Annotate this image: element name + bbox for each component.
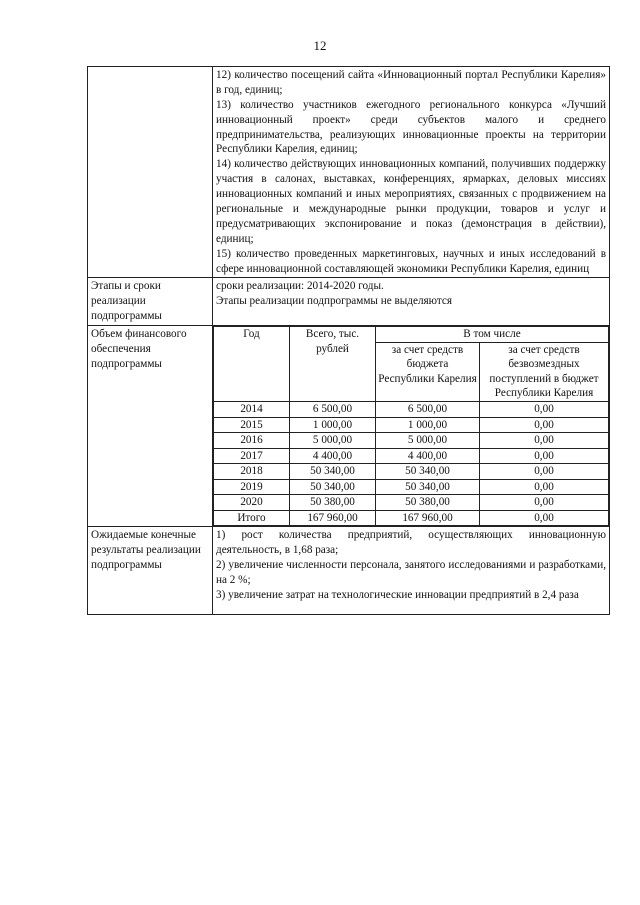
finance-table xyxy=(213,326,609,526)
stages-period: сроки реализации: 2014-2020 годы. xyxy=(216,280,384,293)
indicator-item: 15) количество проведенных маркетинговых, научных и иных исследований в сфере инновационной составляющей экономики Республики Карелия, единиц xyxy=(216,247,606,275)
table-row xyxy=(214,401,609,417)
header-free: за счет средств безвозмездных поступлений в бюджет Республики Карелия xyxy=(480,342,609,401)
cell-total: 167 960,00 xyxy=(290,510,376,526)
cell-budget: 167 960,00 xyxy=(376,510,480,526)
cell-year: 2016 xyxy=(214,433,290,449)
cell-total: 50 380,00 xyxy=(290,495,376,511)
table-row xyxy=(214,417,609,433)
header-year: Год xyxy=(214,327,290,402)
table-row xyxy=(214,495,609,511)
stages-note: Этапы реализации подпрограммы не выделяются xyxy=(216,295,453,308)
indicator-item: 12) количество посещений сайта «Инновационный портал Республики Карелия» в год, единиц; xyxy=(216,69,606,96)
result-item: 2) увеличение численности персонала, занятого исследованиями и разработками, на 2 %; xyxy=(216,559,606,587)
results-label: Ожидаемые конечные результаты реализации подпрограммы xyxy=(88,527,213,614)
header-including: В том числе xyxy=(376,327,609,343)
table-row-total xyxy=(214,510,609,526)
stages-label: Этапы и сроки реализации подпрограммы xyxy=(88,278,213,326)
cell-total: 50 340,00 xyxy=(290,479,376,495)
cell-free: 0,00 xyxy=(480,448,609,464)
indicators-row xyxy=(88,67,610,278)
table-row xyxy=(214,479,609,495)
cell-budget: 50 380,00 xyxy=(376,495,480,511)
result-item: 1) рост количества предприятий, осуществляющих инновационную деятельность, в 1,68 раза; xyxy=(216,529,606,557)
stages-cell xyxy=(213,278,610,326)
cell-total: 5 000,00 xyxy=(290,433,376,449)
cell-total: 4 400,00 xyxy=(290,448,376,464)
results-cell xyxy=(213,527,610,614)
cell-free: 0,00 xyxy=(480,464,609,480)
stages-row xyxy=(88,278,610,326)
cell-free: 0,00 xyxy=(480,510,609,526)
results-row xyxy=(88,527,610,614)
cell-free: 0,00 xyxy=(480,417,609,433)
table-row xyxy=(214,464,609,480)
cell-budget: 50 340,00 xyxy=(376,464,480,480)
indicator-item: 14) количество действующих инновационных компаний, получивших поддержку участия в салонах, выставках, конференциях, ярмарках, деловых миссиях инновационных компаний и иных мероприятиях, связанных с продвижением на региональные и международные рынки продукции, товаров и услуг и предусматривающих экспонирование и показ (демонстрация в действии), единиц; xyxy=(216,158,606,245)
cell-free: 0,00 xyxy=(480,495,609,511)
cell-year: 2017 xyxy=(214,448,290,464)
passport-table xyxy=(87,66,610,615)
header-total: Всего, тыс. рублей xyxy=(290,327,376,402)
finance-row xyxy=(88,326,610,527)
cell-year: 2018 xyxy=(214,464,290,480)
result-item: 3) увеличение затрат на технологические инновации предприятий в 2,4 раза xyxy=(216,589,579,602)
cell-total: 50 340,00 xyxy=(290,464,376,480)
cell-year: Итого xyxy=(214,510,290,526)
indicators-cell xyxy=(213,67,610,278)
cell-budget: 50 340,00 xyxy=(376,479,480,495)
finance-label: Объем финансового обеспечения подпрограммы xyxy=(88,326,213,527)
cell-free: 0,00 xyxy=(480,479,609,495)
cell-year: 2015 xyxy=(214,417,290,433)
finance-header-row xyxy=(214,327,609,343)
table-row xyxy=(214,433,609,449)
cell-free: 0,00 xyxy=(480,401,609,417)
table-row xyxy=(214,448,609,464)
cell-year: 2020 xyxy=(214,495,290,511)
indicators-label-cell xyxy=(88,67,213,278)
cell-year: 2019 xyxy=(214,479,290,495)
cell-budget: 5 000,00 xyxy=(376,433,480,449)
finance-cell xyxy=(213,326,610,527)
cell-budget: 4 400,00 xyxy=(376,448,480,464)
cell-budget: 6 500,00 xyxy=(376,401,480,417)
header-budget: за счет средств бюджета Республики Карелия xyxy=(376,342,480,401)
page-number: 12 xyxy=(313,38,327,53)
cell-budget: 1 000,00 xyxy=(376,417,480,433)
indicator-item: 13) количество участников ежегодного регионального конкурса «Лучший инновационный проект» среди субъектов малого и среднего предпринимательства, реализующих инновационные проекты на территории Республики Карелия, единиц; xyxy=(216,98,606,156)
cell-year: 2014 xyxy=(214,401,290,417)
cell-free: 0,00 xyxy=(480,433,609,449)
cell-total: 6 500,00 xyxy=(290,401,376,417)
cell-total: 1 000,00 xyxy=(290,417,376,433)
